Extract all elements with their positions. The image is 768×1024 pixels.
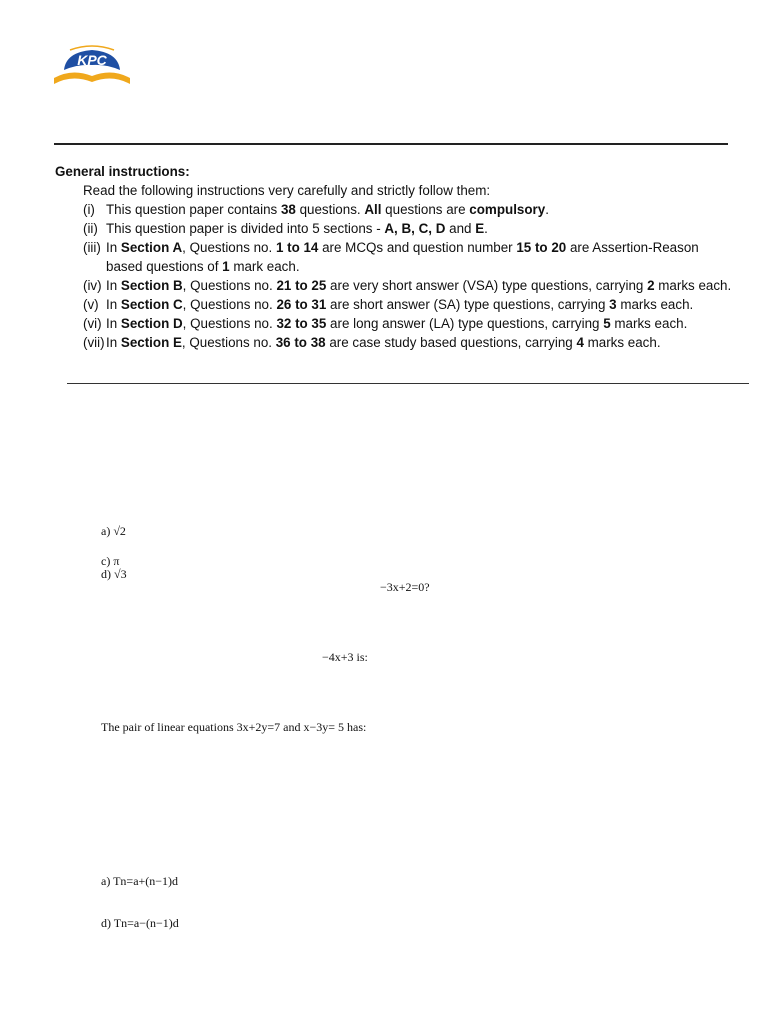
instruction-text: This question paper contains [106, 202, 281, 217]
instruction-emphasis: 1 to 14 [275, 240, 319, 255]
instruction-text: mark each. [229, 259, 300, 274]
instruction-item [55, 333, 735, 352]
instruction-emphasis: 1 [222, 259, 230, 274]
instruction-text: are MCQs and question number [318, 240, 517, 255]
instruction-emphasis: 15 to 20 [516, 240, 567, 255]
general-instructions [55, 162, 735, 352]
instruction-item [55, 200, 735, 219]
logo-book-right [92, 72, 130, 84]
instruction-text: . [545, 202, 549, 217]
instruction-text: and [445, 221, 476, 236]
linear-equations-question: The pair of linear equations 3x+2y=7 and x−3y= 5 has: [101, 720, 367, 734]
instruction-text: This question paper is divided into 5 sections - [106, 221, 385, 236]
instruction-emphasis: Section D [120, 316, 183, 331]
instruction-emphasis: Section C [120, 297, 183, 312]
instruction-item [55, 276, 735, 295]
instruction-emphasis: 4 [576, 335, 584, 350]
instruction-emphasis: Section E [120, 335, 182, 350]
instruction-emphasis: Section A [120, 240, 183, 255]
option-d-root-three: d) √3 [101, 567, 127, 581]
instruction-item [55, 314, 735, 333]
instruction-emphasis: E [475, 221, 485, 236]
instruction-emphasis: Section B [120, 278, 183, 293]
instruction-number: (i) [83, 202, 95, 217]
instruction-text: are long answer (LA) type questions, carrying [326, 316, 604, 331]
instruction-emphasis: 36 to 38 [275, 335, 326, 350]
instruction-text: questions. [295, 202, 365, 217]
logo-book-left [54, 72, 92, 84]
instruction-text: are short answer (SA) type questions, carrying [326, 297, 610, 312]
instruction-item [55, 295, 735, 314]
instruction-text: In [106, 297, 121, 312]
instruction-text: , Questions no. [182, 278, 277, 293]
instruction-text: In [106, 240, 121, 255]
instruction-text: , Questions no. [181, 335, 276, 350]
instruction-text: marks each. [616, 297, 694, 312]
instruction-text: marks each. [654, 278, 732, 293]
instruction-text: marks each. [583, 335, 661, 350]
instruction-number: (v) [83, 297, 99, 312]
instruction-emphasis: 38 [280, 202, 296, 217]
instruction-item [55, 238, 735, 276]
instruction-text: In [106, 316, 121, 331]
instruction-emphasis: All [364, 202, 382, 217]
option-a-root-two: a) √2 [101, 524, 126, 538]
instructions-lead: Read the following instructions very carefully and strictly follow them: [83, 183, 491, 198]
logo-text: KPC [77, 52, 107, 68]
instruction-number: (ii) [83, 221, 98, 236]
instruction-number: (iii) [83, 240, 101, 255]
instruction-text: , Questions no. [182, 297, 277, 312]
instruction-text: . [484, 221, 488, 236]
instruction-emphasis: 32 to 35 [276, 316, 327, 331]
option-a-ap-term: a) Tn=a+(n−1)d [101, 874, 179, 888]
instruction-emphasis: 5 [603, 316, 611, 331]
polynomial-fragment: −4x+3 is: [322, 650, 368, 664]
kpc-logo [50, 44, 134, 88]
instruction-emphasis: 26 to 31 [276, 297, 327, 312]
instruction-text: In [106, 278, 121, 293]
instruction-text: are case study based questions, carrying [325, 335, 577, 350]
instruction-text: , Questions no. [182, 240, 276, 255]
instruction-text: In [106, 335, 121, 350]
instructions-heading: General instructions: [55, 164, 190, 179]
instruction-text: , Questions no. [182, 316, 277, 331]
instruction-number: (iv) [83, 278, 102, 293]
instruction-number: (vi) [83, 316, 102, 331]
instruction-emphasis: compulsory [469, 202, 546, 217]
option-c-pi: c) π [101, 554, 120, 568]
instruction-emphasis: 21 to 25 [276, 278, 327, 293]
instruction-text: questions are [381, 202, 470, 217]
instruction-text: are very short answer (VSA) type questions, carrying [326, 278, 648, 293]
quadratic-equation-fragment: −3x+2=0? [380, 580, 430, 594]
instructions-list [55, 200, 735, 352]
option-d-ap-term: d) Tn=a−(n−1)d [101, 916, 179, 930]
instruction-item [55, 219, 735, 238]
instruction-emphasis: 2 [647, 278, 655, 293]
instruction-text: are Assertion-Reason based questions of [106, 240, 699, 274]
logo-ribbon [70, 46, 114, 50]
instruction-text: marks each. [610, 316, 688, 331]
instruction-emphasis: 3 [609, 297, 617, 312]
instructions-rule [67, 383, 749, 384]
instruction-emphasis: A, B, C, D [384, 221, 446, 236]
instruction-number: (vii) [83, 335, 105, 350]
header-rule [54, 143, 728, 145]
